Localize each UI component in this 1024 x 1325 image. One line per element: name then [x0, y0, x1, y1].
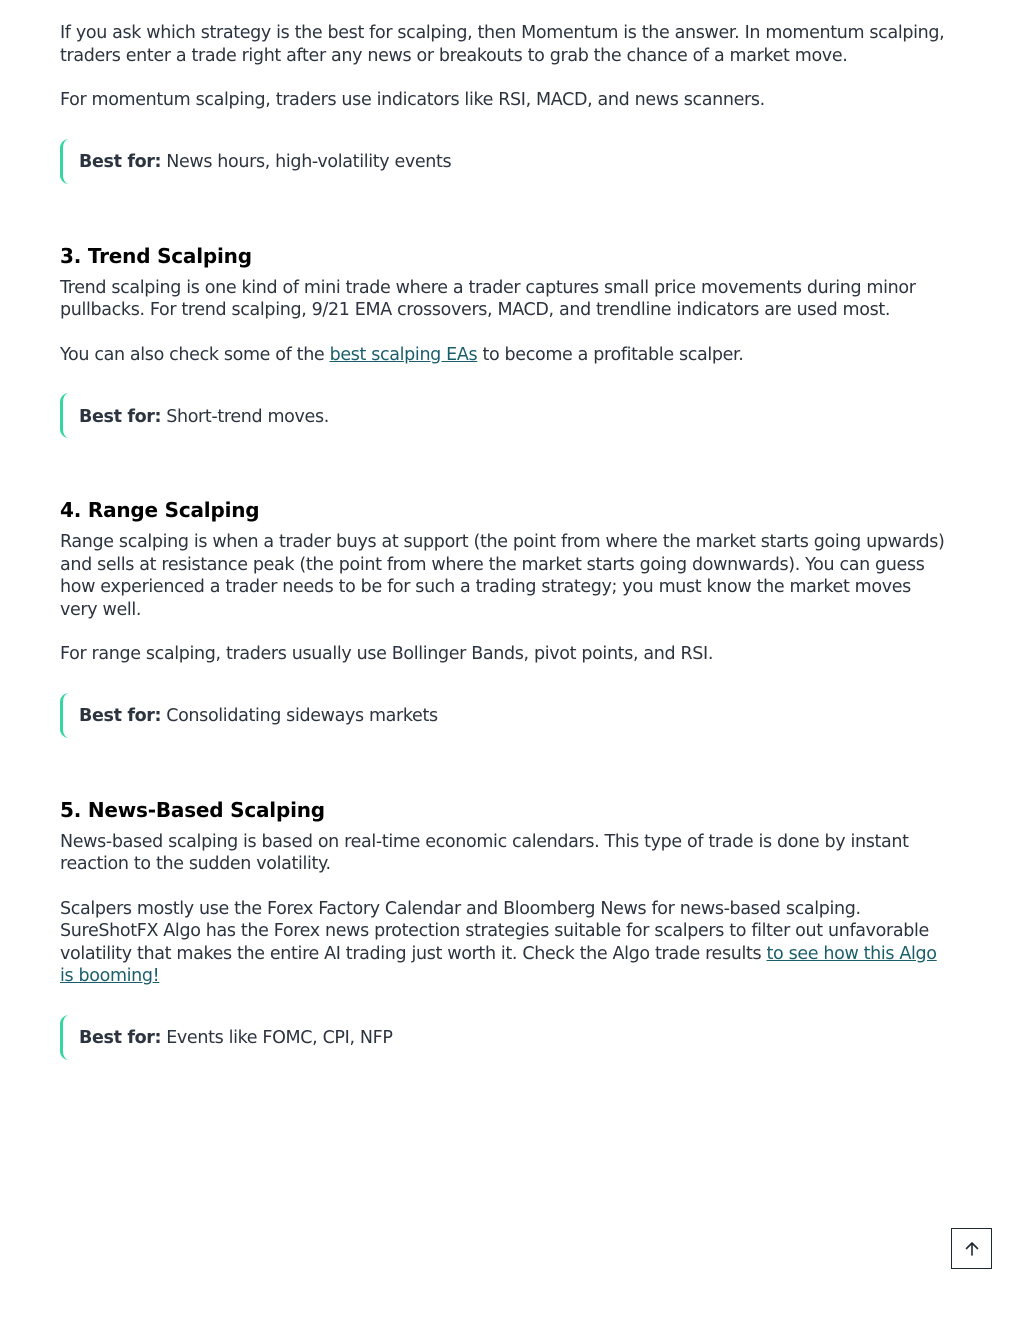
callout-bracket: [60, 393, 69, 438]
news-p2-before: Scalpers mostly use the Forex Factory Calendar and Bloomberg News for news-based scalping. SureShotFX Algo has the Forex news protection strategies suitable for scalpers to filter out unfavorable volatility that makes the entire AI trading just worth it. Check the Algo trade results: [60, 898, 929, 964]
news-paragraph-1: News-based scalping is based on real-time economic calendars. This type of trade is done by instant reaction to the sudden volatility.: [60, 831, 909, 874]
trend-p2-after: to become a profitable scalper.: [482, 344, 744, 365]
best-for-label: Best for:: [79, 406, 162, 427]
article-content: [60, 22, 950, 1062]
trend-p2-before: You can also check some of the: [60, 344, 325, 365]
best-for-label: Best for:: [79, 1028, 162, 1048]
callout-bracket: [60, 139, 69, 184]
arrow-up-icon: [963, 1240, 981, 1258]
range-paragraph-1: Range scalping is when a trader buys at support (the point from where the market starts going upwards) and sells at resistance peak (the point from where the market starts going downwards). You can guess how experienced a trader needs to be for such a trading strategy; you must know the market moves very well.: [60, 532, 945, 620]
momentum-best-for-callout: [60, 139, 950, 186]
best-for-label: Best for:: [79, 152, 162, 172]
range-paragraph-2: For range scalping, traders usually use Bollinger Bands, pivot points, and RSI.: [60, 644, 714, 664]
best-for-value: Consolidating sideways markets: [166, 706, 438, 726]
best-for-label: Best for:: [79, 706, 162, 726]
range-scalping-heading: 4. Range Scalping: [60, 498, 260, 522]
best-scalping-eas-link[interactable]: best scalping EAs: [329, 344, 478, 365]
trend-scalping-heading: 3. Trend Scalping: [60, 243, 252, 268]
best-for-value: News hours, high-volatility events: [166, 152, 452, 172]
news-scalping-heading: 5. News-Based Scalping: [60, 797, 325, 822]
scroll-to-top-button[interactable]: [951, 1228, 992, 1269]
momentum-paragraph-1: If you ask which strategy is the best for scalping, then Momentum is the answer. In momentum scalping, traders enter a trade right after any news or breakouts to grab the chance of a market move.: [60, 23, 945, 66]
momentum-paragraph-2: For momentum scalping, traders use indicators like RSI, MACD, and news scanners.: [60, 90, 765, 110]
best-for-value: Short-trend moves.: [166, 406, 329, 427]
algo-results-link[interactable]: to see how this Algo is booming!: [60, 943, 937, 986]
news-best-for-callout: [60, 1015, 950, 1062]
trend-paragraph-2: [60, 344, 950, 367]
best-for-value: Events like FOMC, CPI, NFP: [166, 1028, 393, 1048]
news-paragraph-2: [60, 898, 950, 988]
callout-bracket: [60, 693, 69, 738]
range-best-for-callout: [60, 693, 950, 740]
trend-paragraph-1: Trend scalping is one kind of mini trade where a trader captures small price movements during minor pullbacks. For trend scalping, 9/21 EMA crossovers, MACD, and trendline indicators are used most.: [60, 277, 916, 320]
callout-bracket: [60, 1015, 69, 1060]
trend-best-for-callout: [60, 393, 950, 440]
